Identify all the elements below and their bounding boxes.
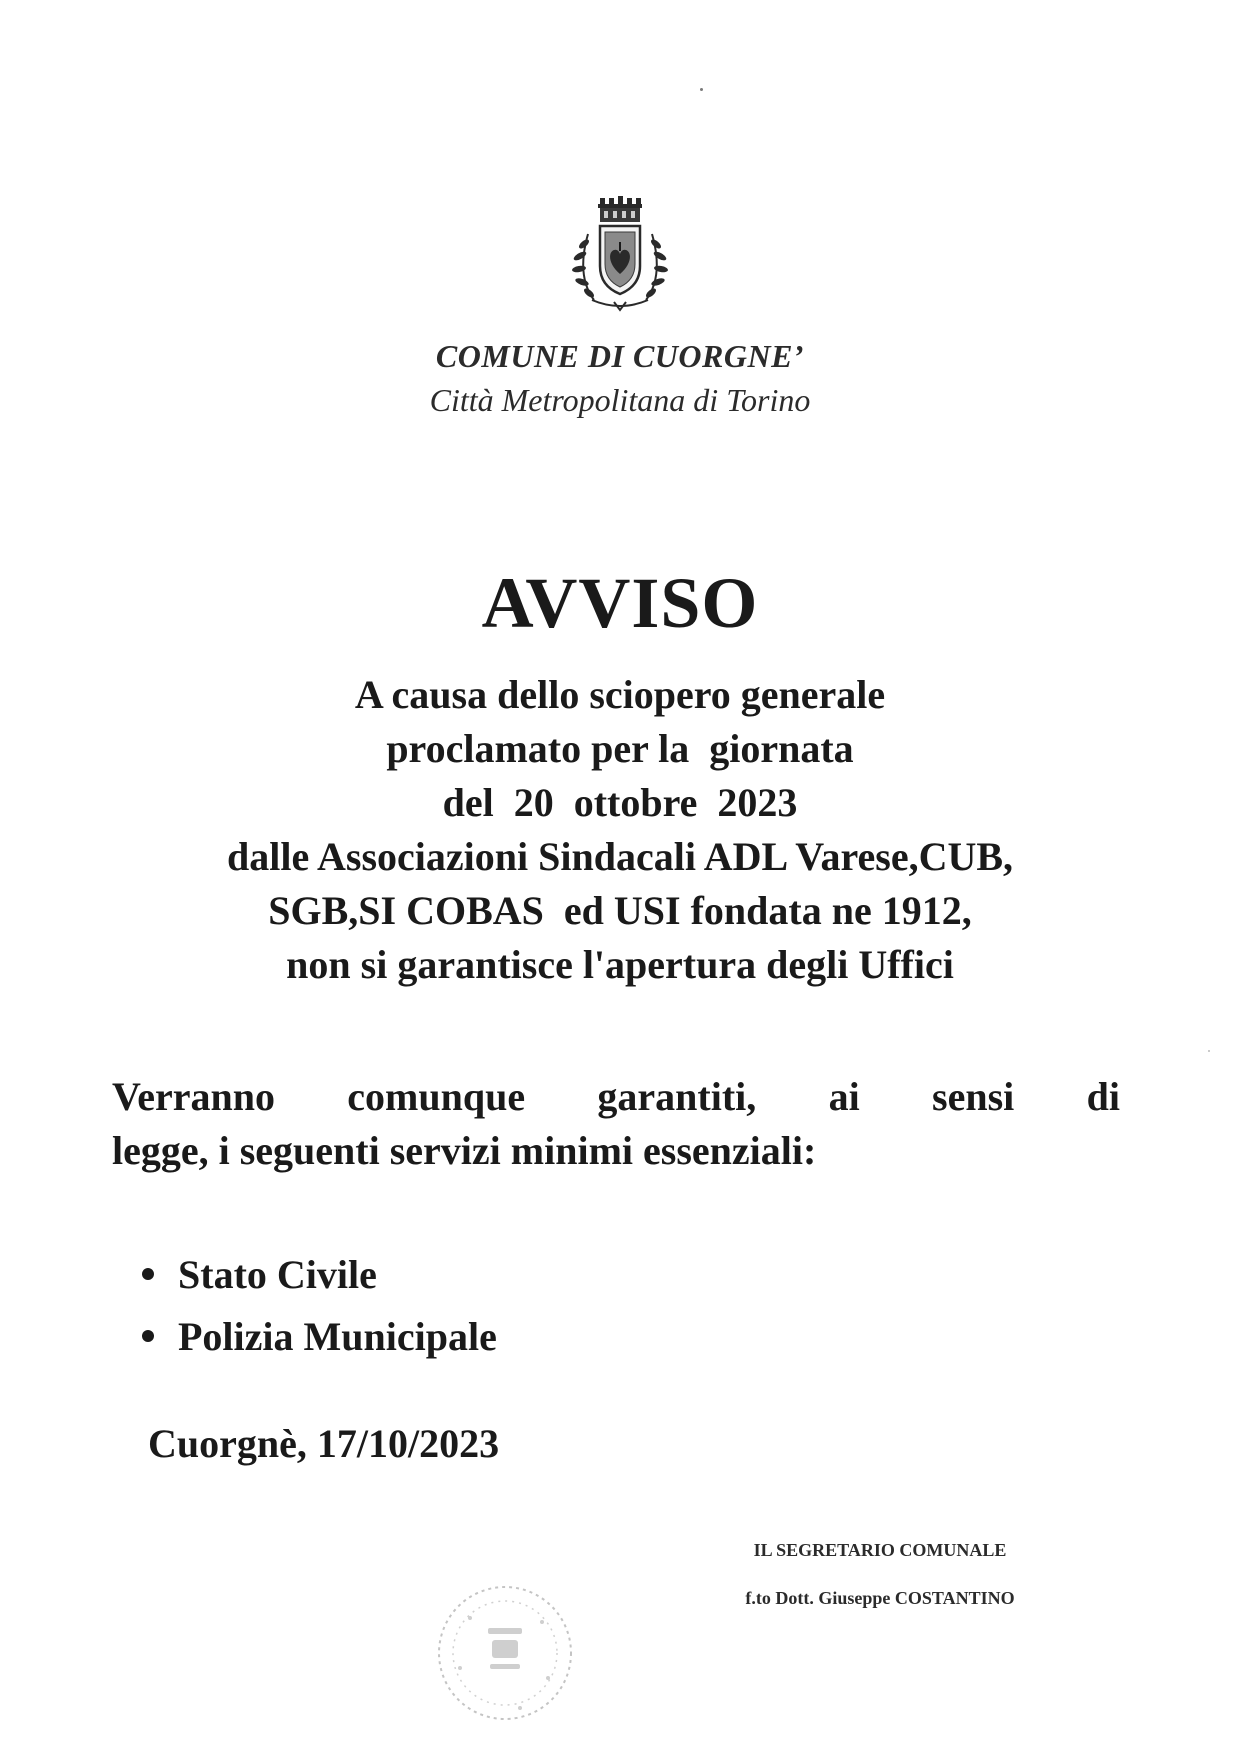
notice-body-line: del 20 ottobre 2023 [442, 780, 798, 825]
notice-body [100, 668, 1140, 992]
services-intro-word: ai [828, 1074, 860, 1119]
notice-title: AVVISO [481, 563, 759, 643]
services-intro [112, 1070, 1120, 1178]
notice-body-line: SGB,SI COBAS ed USI fondata ne 1912, [268, 888, 972, 933]
services-intro-line [112, 1070, 1120, 1124]
list-item [142, 1306, 497, 1368]
essential-services-list [142, 1244, 497, 1368]
services-intro-line: legge, i seguenti servizi minimi essenziali: [112, 1128, 817, 1173]
notice-body-line: dalle Associazioni Sindacali ADL Varese,CUB, [226, 834, 1014, 879]
services-intro-word: di [1086, 1074, 1120, 1119]
place-date: Cuorgnè, 17/10/2023 [148, 1421, 500, 1466]
services-intro-word: comunque [347, 1074, 526, 1119]
notice-body-line: A causa dello sciopero generale [354, 672, 886, 717]
service-label: Stato Civile [178, 1252, 377, 1297]
service-label: Polizia Municipale [178, 1314, 497, 1359]
list-item [142, 1244, 497, 1306]
municipality-name: COMUNE DI CUORGNE’ [435, 338, 805, 374]
signer-role: IL SEGRETARIO COMUNALE [753, 1540, 1007, 1560]
bullet-icon [142, 1268, 154, 1280]
municipal-crest-icon [562, 196, 678, 316]
services-intro-word: garantiti, [597, 1074, 757, 1119]
services-intro-word: Verranno [112, 1074, 275, 1119]
scan-speck [700, 88, 703, 91]
scan-speck [1208, 1050, 1210, 1052]
signer-name: f.to Dott. Giuseppe COSTANTINO [745, 1588, 1015, 1608]
province-name: Città Metropolitana di Torino [429, 382, 811, 418]
notice-body-line: proclamato per la giornata [386, 726, 854, 771]
notice-body-line: non si garantisce l'apertura degli Uffici [286, 942, 954, 987]
official-stamp-icon [430, 1578, 580, 1728]
bullet-icon [142, 1330, 154, 1342]
services-intro-word: sensi [932, 1074, 1015, 1119]
